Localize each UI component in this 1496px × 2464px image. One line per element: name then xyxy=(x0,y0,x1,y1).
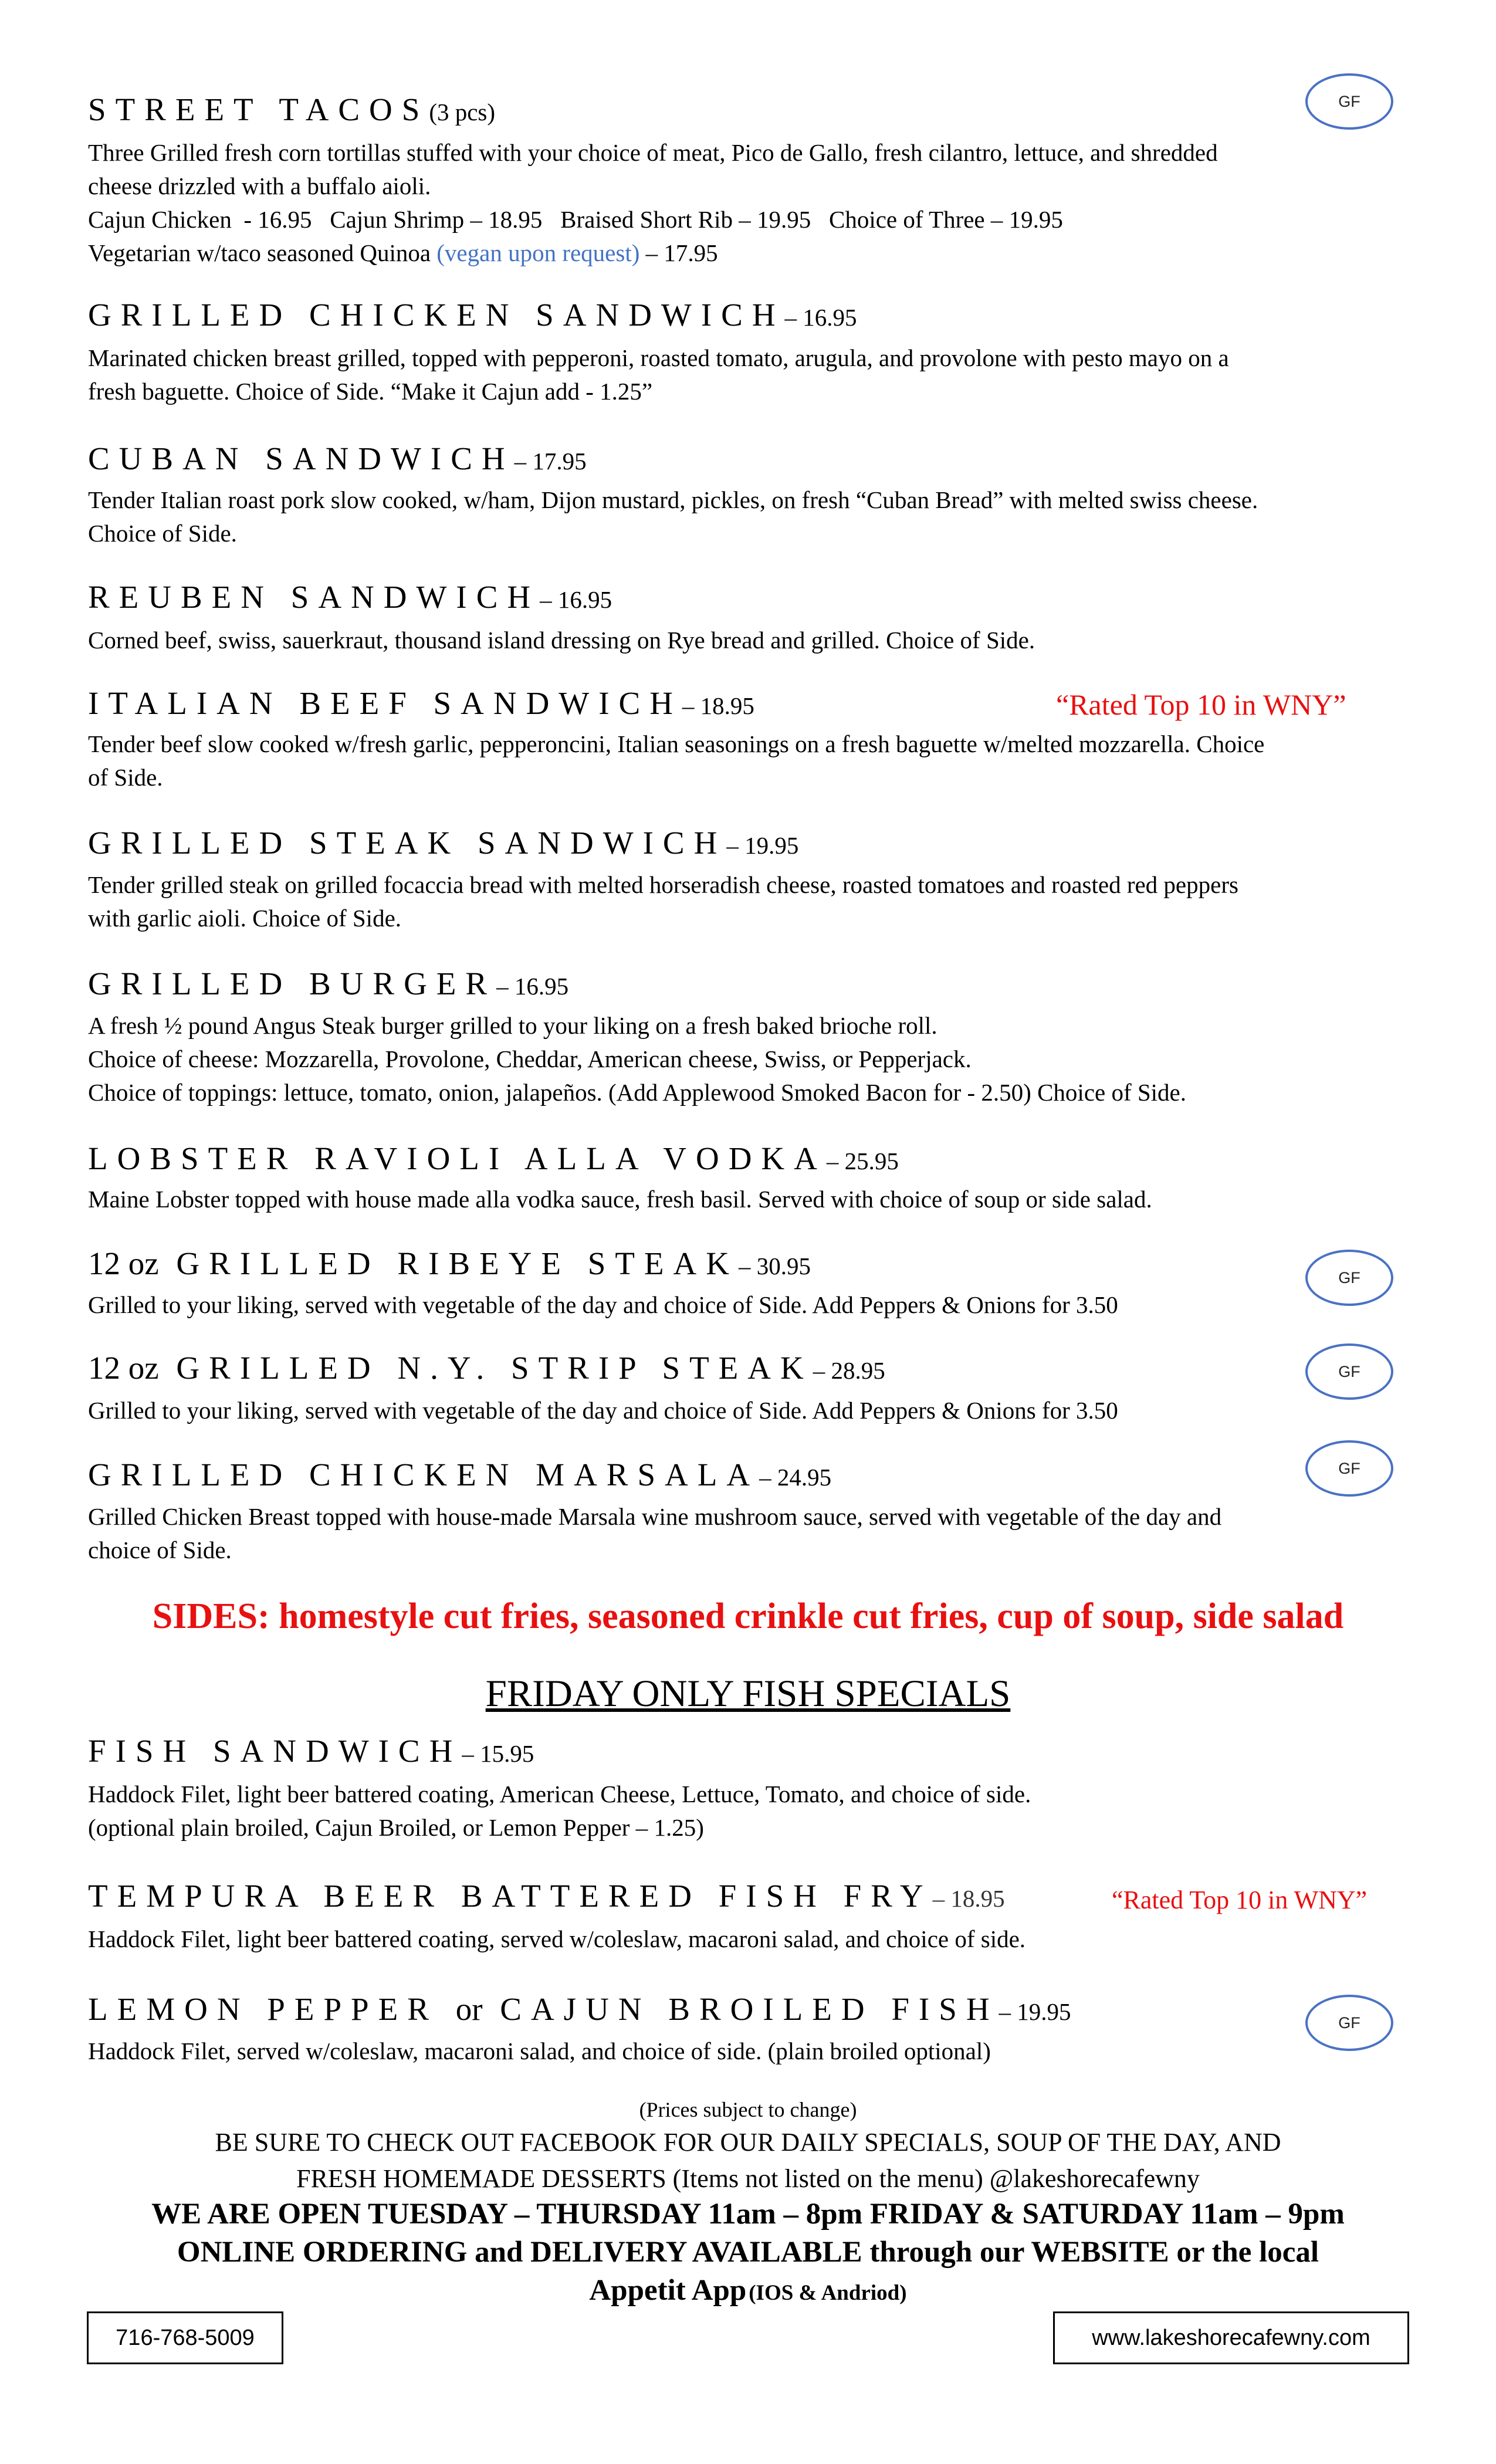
website-box[interactable]: www.lakeshorecafewny.com xyxy=(1053,2311,1409,2364)
rated-top10-fish-fry: “Rated Top 10 in WNY” xyxy=(1112,1886,1368,1914)
item-desc-italian-beef-sandwich: Tender beef slow cooked w/fresh garlic, pepperoncini, Italian seasonings on a fresh baguette w/melted mozzarella. Choice of Side. xyxy=(88,730,1265,791)
item-title-chicken-marsala: GRILLED CHICKEN MARSALA– 24.95 xyxy=(88,1457,832,1492)
item-title-fish-sandwich: FISH SANDWICH– 15.95 xyxy=(88,1733,534,1769)
online-ordering-line: ONLINE ORDERING and DELIVERY AVAILABLE through our WEBSITE or the local xyxy=(177,2236,1319,2269)
sides-banner: SIDES: homestyle cut fries, seasoned crinkle cut fries, cup of soup, side salad xyxy=(152,1596,1344,1636)
item-desc-broiled-fish: Haddock Filet, served w/coleslaw, macaroni salad, and choice of side. (plain broiled optional) xyxy=(88,2037,991,2064)
item-title-grilled-chicken-sandwich: GRILLED CHICKEN SANDWICH– 16.95 xyxy=(88,297,857,333)
item-desc-ny-strip-steak: Grilled to your liking, served with vegetable of the day and choice of Side. Add Peppers & Onions for 3.50 xyxy=(88,1397,1118,1424)
item-title-ribeye-steak: 12 oz GRILLED RIBEYE STEAK– 30.95 xyxy=(88,1245,811,1281)
facebook-line-2: FRESH HOMEMADE DESSERTS (Items not listed on the menu) @lakeshorecafewny xyxy=(296,2164,1200,2193)
item-title-grilled-burger: GRILLED BURGER– 16.95 xyxy=(88,966,569,1001)
vegan-note: (vegan upon request) xyxy=(436,239,640,266)
prices-note: (Prices subject to change) xyxy=(639,2098,857,2121)
gf-badge-ribeye: GF xyxy=(1305,1250,1393,1306)
item-title-lobster-ravioli: LOBSTER RAVIOLI ALLA VODKA– 25.95 xyxy=(88,1140,899,1176)
item-desc-ribeye-steak: Grilled to your liking, served with vegetable of the day and choice of Side. Add Peppers & Onions for 3.50 xyxy=(88,1291,1118,1318)
gf-badge-street-tacos: GF xyxy=(1305,73,1393,130)
item-desc-street-tacos: Three Grilled fresh corn tortillas stuffed with your choice of meat, Pico de Gallo, fresh cilantro, lettuce, and shredded cheese drizzled with a buffalo aioli. Cajun Chicken - 16.95 Cajun Shrimp – 18.95 Braised Short Rib – 19.95 Choice of Three – 19.95 Vegetarian w/taco seasoned Quinoa (vegan upon request) – 17.95 xyxy=(88,139,1218,266)
item-desc-lobster-ravioli: Maine Lobster topped with house made alla vodka sauce, fresh basil. Served with choice of soup or side salad. xyxy=(88,1186,1152,1213)
gf-badge-broiled-fish: GF xyxy=(1305,1995,1393,2051)
item-desc-grilled-chicken-sandwich: Marinated chicken breast grilled, topped with pepperoni, roasted tomato, arugula, and provolone with pesto mayo on a fresh baguette. Choice of Side. “Make it Cajun add - 1.25” xyxy=(88,344,1229,405)
item-title-broiled-fish: LEMON PEPPER or CAJUN BROILED FISH– 19.95 xyxy=(88,1991,1071,2027)
item-title-italian-beef-sandwich: ITALIAN BEEF SANDWICH– 18.95 xyxy=(88,685,754,721)
item-title-ny-strip-steak: 12 oz GRILLED N.Y. STRIP STEAK– 28.95 xyxy=(88,1350,885,1386)
item-title-tempura-fish-fry: TEMPURA BEER BATTERED FISH FRY– 18.95 xyxy=(88,1878,1005,1914)
rated-top10-italian-beef: “Rated Top 10 in WNY” xyxy=(1056,688,1346,721)
gf-badge-strip: GF xyxy=(1305,1343,1393,1400)
item-title-street-tacos: STREET TACOS(3 pcs) xyxy=(88,92,496,127)
item-title-cuban-sandwich: CUBAN SANDWICH– 17.95 xyxy=(88,441,587,476)
item-desc-fish-sandwich: Haddock Filet, light beer battered coating, American Cheese, Lettuce, Tomato, and choice of side. (optional plain broiled, Cajun Broiled, or Lemon Pepper – 1.25) xyxy=(88,1781,1031,1841)
gf-badge-marsala: GF xyxy=(1305,1440,1393,1497)
item-title-reuben-sandwich: REUBEN SANDWICH– 16.95 xyxy=(88,579,612,615)
item-desc-chicken-marsala: Grilled Chicken Breast topped with house-made Marsala wine mushroom sauce, served with vegetable of the day and choice of Side. xyxy=(88,1503,1222,1563)
phone-box[interactable]: 716-768-5009 xyxy=(87,2311,283,2364)
item-desc-grilled-steak-sandwich: Tender grilled steak on grilled focaccia bread with melted horseradish cheese, roasted tomatoes and roasted red peppers with garlic aioli. Choice of Side. xyxy=(88,871,1238,932)
appetit-app-line: Appetit App (IOS & Andriod) xyxy=(589,2274,907,2307)
item-desc-cuban-sandwich: Tender Italian roast pork slow cooked, w/ham, Dijon mustard, pickles, on fresh “Cuban Bread” with melted swiss cheese. Choice of Side. xyxy=(88,486,1258,547)
facebook-line-1: BE SURE TO CHECK OUT FACEBOOK FOR OUR DAILY SPECIALS, SOUP OF THE DAY, AND xyxy=(215,2128,1281,2157)
item-title-grilled-steak-sandwich: GRILLED STEAK SANDWICH– 19.95 xyxy=(88,825,799,861)
item-desc-grilled-burger: A fresh ½ pound Angus Steak burger grilled to your liking on a fresh baked brioche roll. Choice of cheese: Mozzarella, Provolone, Cheddar, American cheese, Swiss, or Pepperjack. Choice of toppings: lettuce, tomato, onion, jalapeños. (Add Applewood Smoked Bacon for - 2.50) Choice of Side. xyxy=(88,1012,1187,1106)
friday-specials-header: FRIDAY ONLY FISH SPECIALS xyxy=(485,1673,1011,1715)
hours-line: WE ARE OPEN TUESDAY – THURSDAY 11am – 8pm FRIDAY & SATURDAY 11am – 9pm xyxy=(151,2198,1345,2231)
item-desc-tempura-fish-fry: Haddock Filet, light beer battered coating, served w/coleslaw, macaroni salad, and choice of side. xyxy=(88,1925,1026,1952)
item-desc-reuben-sandwich: Corned beef, swiss, sauerkraut, thousand island dressing on Rye bread and grilled. Choice of Side. xyxy=(88,627,1035,654)
